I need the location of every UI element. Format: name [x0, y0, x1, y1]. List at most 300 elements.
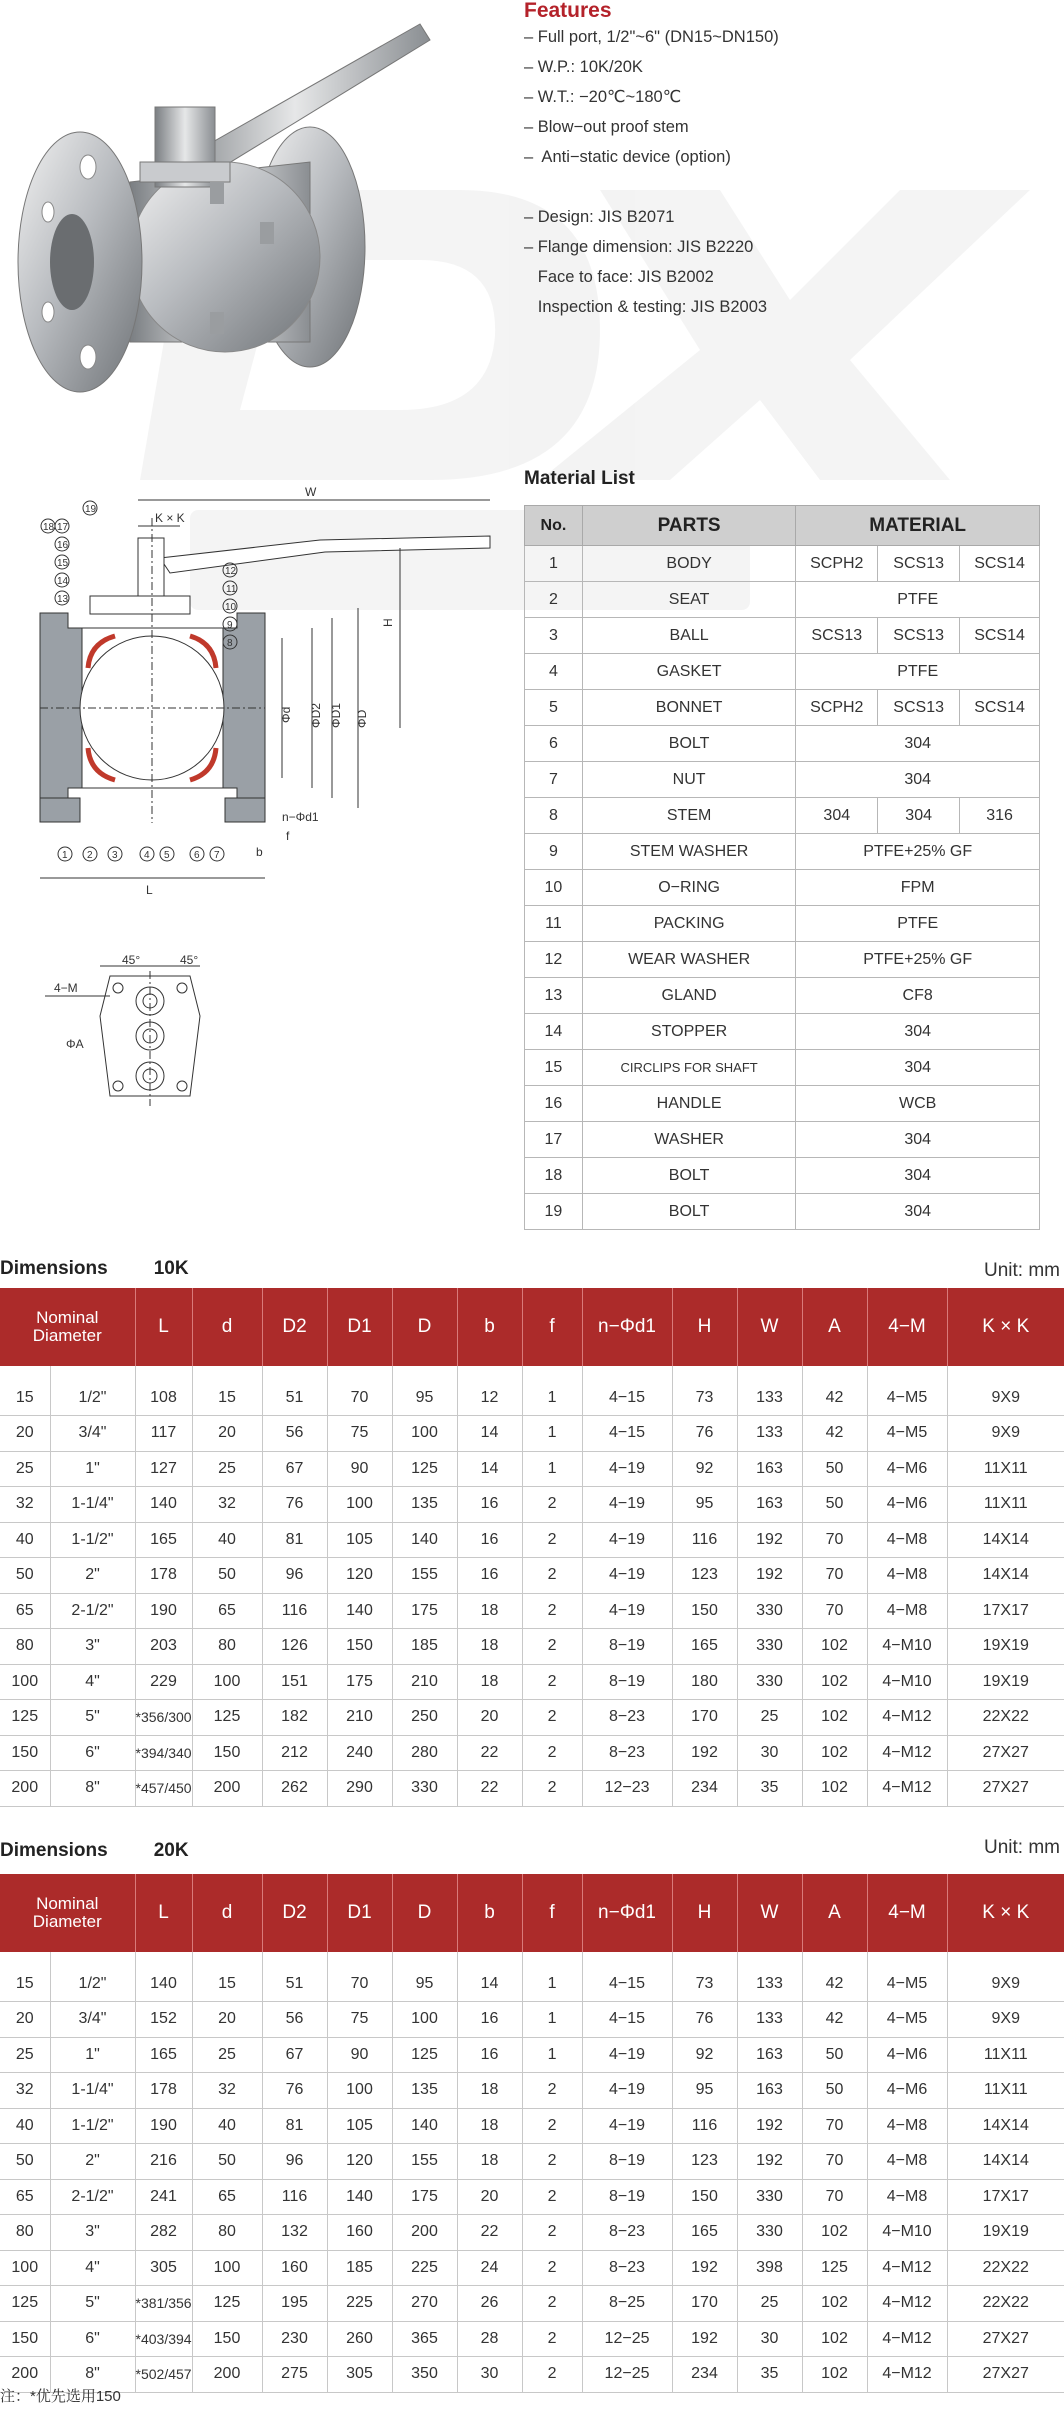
material-cell: FPM [796, 870, 1040, 906]
part-no: 19 [525, 1194, 583, 1230]
dim-cell: 11X11 [947, 1451, 1064, 1487]
dim-cell: 100 [327, 2073, 392, 2109]
dim-cell: 65 [192, 1593, 262, 1629]
dim-cell: *502/457 [135, 2357, 192, 2393]
dim-cell: 170 [672, 2286, 737, 2322]
dim-row [0, 1771, 1064, 1807]
dim-cell: 50 [0, 2144, 50, 2180]
dim-cell: 102 [802, 1629, 867, 1665]
dim-cell: 140 [392, 1522, 457, 1558]
dim-cell: 2 [522, 2144, 582, 2180]
dim-cell: 14X14 [947, 2144, 1064, 2180]
dim-cell: 165 [672, 2215, 737, 2251]
dim-cell: 125 [192, 1700, 262, 1736]
dim-cell: 95 [392, 1366, 457, 1416]
material-cell: SCPH2 [796, 690, 878, 726]
dim-cell: 125 [0, 1700, 50, 1736]
dim-cell: 140 [392, 2108, 457, 2144]
dim-cell: 1-1/4" [50, 1487, 135, 1523]
callout: 8 [227, 638, 233, 649]
dim-cell: 73 [672, 1952, 737, 2002]
dim-cell: 160 [262, 2250, 327, 2286]
dim-row [0, 2286, 1064, 2322]
dim-row [0, 2073, 1064, 2109]
material-row [525, 1122, 1040, 1158]
dim-cell: 4−15 [582, 1416, 672, 1452]
dim-cell: 11X11 [947, 2037, 1064, 2073]
footnote: 注：*优先选用150 [0, 2388, 121, 2405]
dim-cell: 2 [522, 2357, 582, 2393]
dim-cell: 8" [50, 2357, 135, 2393]
dim-cell: 8−19 [582, 1629, 672, 1665]
dim-cell: 190 [135, 1593, 192, 1629]
dim-cell: 250 [392, 1700, 457, 1736]
material-row [525, 798, 1040, 834]
dim-cell: 192 [737, 2108, 802, 2144]
dim-cell: 1 [522, 1952, 582, 2002]
material-list-title: Material List [524, 468, 635, 489]
dim-cell: 175 [392, 2179, 457, 2215]
dim-cell: 18 [457, 2073, 522, 2109]
dim-cell: 3/4" [50, 2002, 135, 2038]
material-row [525, 690, 1040, 726]
dim-cell: 70 [802, 2179, 867, 2215]
dim-cell: 50 [192, 1558, 262, 1594]
callout: 5 [164, 850, 170, 861]
part-no: 15 [525, 1050, 583, 1086]
dim-cell: 140 [327, 1593, 392, 1629]
part-no: 2 [525, 582, 583, 618]
part-name: CIRCLIPS FOR SHAFT [582, 1050, 795, 1086]
material-row [525, 1086, 1040, 1122]
dim-cell: 100 [192, 2250, 262, 2286]
dim-cell: 120 [327, 2144, 392, 2180]
dim-row [0, 1664, 1064, 1700]
dim-cell: 4−M12 [867, 1735, 947, 1771]
dim-cell: 51 [262, 1366, 327, 1416]
dim-cell: 24 [457, 2250, 522, 2286]
dim-cell: 2 [522, 1558, 582, 1594]
m-label: 4−M [54, 981, 78, 995]
dim-cell: 132 [262, 2215, 327, 2251]
dim-header: n−Φd1 [582, 1874, 672, 1952]
dim-cell: 185 [392, 1629, 457, 1665]
dim-cell: 4" [50, 2250, 135, 2286]
dim-cell: 102 [802, 1735, 867, 1771]
dim-cell: 275 [262, 2357, 327, 2393]
material-row [525, 546, 1040, 582]
angle-label: 45° [180, 953, 199, 967]
dim-cell: 4−15 [582, 1366, 672, 1416]
dim-cell: 125 [802, 2250, 867, 2286]
part-name: BOLT [582, 1194, 795, 1230]
dim-cell: 330 [737, 2179, 802, 2215]
dim-cell: 8−23 [582, 2250, 672, 2286]
dim-header: n−Φd1 [582, 1288, 672, 1366]
dim-row [0, 1487, 1064, 1523]
dim-cell: 8−19 [582, 1664, 672, 1700]
dim-cell: 65 [0, 1593, 50, 1629]
dim-cell: 81 [262, 1522, 327, 1558]
part-name: STEM [582, 798, 795, 834]
material-cell: WCB [796, 1086, 1040, 1122]
dim-cell: 92 [672, 2037, 737, 2073]
dim-cell: 160 [327, 2215, 392, 2251]
dim-cell: 14 [457, 1416, 522, 1452]
dim-cell: 70 [802, 1593, 867, 1629]
bottom-view-drawing [40, 946, 240, 1108]
dim-cell: 1-1/4" [50, 2073, 135, 2109]
dim-cell: 14X14 [947, 1558, 1064, 1594]
material-cell: SCS13 [878, 618, 960, 654]
dim-header: A [802, 1874, 867, 1952]
dim-cell: 40 [192, 1522, 262, 1558]
dim-cell: 100 [392, 1416, 457, 1452]
dim-cell: 32 [0, 2073, 50, 2109]
material-cell: PTFE [796, 654, 1040, 690]
dim-cell: 73 [672, 1366, 737, 1416]
dim-cell: 102 [802, 1700, 867, 1736]
dim-cell: 32 [192, 2073, 262, 2109]
dim-cell: 90 [327, 2037, 392, 2073]
dim-cell: 1 [522, 1366, 582, 1416]
dim-cell: 105 [327, 1522, 392, 1558]
dim-cell: 2" [50, 2144, 135, 2180]
dim-cell: 12−23 [582, 1771, 672, 1807]
feature-line: – Flange dimension: JIS B2220 [524, 238, 754, 256]
dim-cell: 19X19 [947, 2215, 1064, 2251]
dim-cell: 8−19 [582, 2179, 672, 2215]
dim-cell: 4−M5 [867, 1416, 947, 1452]
part-name: HANDLE [582, 1086, 795, 1122]
dim-cell: 50 [802, 1487, 867, 1523]
dim-header: H [672, 1288, 737, 1366]
dim-cell: 116 [672, 1522, 737, 1558]
dim-cell: *394/340 [135, 1735, 192, 1771]
dim-cell: 22X22 [947, 1700, 1064, 1736]
dim-cell: 80 [0, 1629, 50, 1665]
dim-cell: 192 [672, 2250, 737, 2286]
callout: 1 [62, 850, 68, 861]
dim-cell: 16 [457, 1558, 522, 1594]
callout: 10 [225, 602, 237, 613]
dim-header: d [192, 1288, 262, 1366]
callout: 2 [87, 850, 93, 861]
dim-cell: *356/300 [135, 1700, 192, 1736]
dim-cell: 30 [457, 2357, 522, 2393]
dim-cell: 282 [135, 2215, 192, 2251]
dim-cell: 18 [457, 2108, 522, 2144]
dim-cell: 65 [0, 2179, 50, 2215]
dim-cell: 240 [327, 1735, 392, 1771]
dim-row [0, 1366, 1064, 1416]
dim-cell: 19X19 [947, 1629, 1064, 1665]
part-name: STEM WASHER [582, 834, 795, 870]
dim-cell: 4−M5 [867, 1366, 947, 1416]
dim-cell: 210 [327, 1700, 392, 1736]
dim-cell: 90 [327, 1451, 392, 1487]
dim-cell: 20 [457, 1700, 522, 1736]
dim-cell: 140 [135, 1952, 192, 2002]
dim-cell: 4−19 [582, 1487, 672, 1523]
dim-header: D2 [262, 1874, 327, 1952]
dim-cell: 1 [522, 1451, 582, 1487]
dim-cell: 5" [50, 2286, 135, 2322]
dim-cell: 35 [737, 1771, 802, 1807]
dim-header: b [457, 1874, 522, 1952]
dim-cell: 305 [327, 2357, 392, 2393]
material-cell: PTFE [796, 582, 1040, 618]
dim-cell: 4−M6 [867, 2073, 947, 2109]
part-no: 1 [525, 546, 583, 582]
dim-cell: 105 [327, 2108, 392, 2144]
dim-row [0, 1558, 1064, 1594]
dim-cell: 4−M8 [867, 1522, 947, 1558]
dim-cell: 25 [192, 1451, 262, 1487]
dim-cell: 18 [457, 1593, 522, 1629]
dim-cell: 102 [802, 2357, 867, 2393]
callout: 13 [57, 594, 69, 605]
dim-cell: 15 [192, 1952, 262, 2002]
dim-cell: 81 [262, 2108, 327, 2144]
dim-cell: 200 [192, 2357, 262, 2393]
material-row [525, 870, 1040, 906]
dim-cell: 19X19 [947, 1664, 1064, 1700]
dim-cell: 70 [802, 2144, 867, 2180]
dim-cell: 8−23 [582, 1735, 672, 1771]
dim-cell: 20 [0, 1416, 50, 1452]
material-row [525, 1014, 1040, 1050]
callout: 14 [57, 576, 69, 587]
part-name: STOPPER [582, 1014, 795, 1050]
dim20k-heading: Dimensions [0, 1840, 108, 1861]
dim-cell: 195 [262, 2286, 327, 2322]
dim-cell: 1/2" [50, 1366, 135, 1416]
feature-line: – W.P.: 10K/20K [524, 58, 643, 76]
part-no: 11 [525, 906, 583, 942]
dim-cell: 100 [192, 1664, 262, 1700]
dim-cell: 2 [522, 1700, 582, 1736]
dim-cell: 203 [135, 1629, 192, 1665]
dim-cell: 14 [457, 1451, 522, 1487]
part-name: SEAT [582, 582, 795, 618]
part-no: 3 [525, 618, 583, 654]
label-d: Φd [279, 706, 293, 723]
dim-cell: 18 [457, 1629, 522, 1665]
dim-cell: 100 [327, 1487, 392, 1523]
dim-cell: 50 [802, 2037, 867, 2073]
dim-cell: 92 [672, 1451, 737, 1487]
dim10k-heading: Dimensions [0, 1258, 108, 1279]
dim-header: W [737, 1874, 802, 1952]
dim-cell: 140 [135, 1487, 192, 1523]
dim-cell: 290 [327, 1771, 392, 1807]
dim-cell: 8−23 [582, 2215, 672, 2251]
dim-cell: 330 [392, 1771, 457, 1807]
dim-cell: 3/4" [50, 1416, 135, 1452]
material-row [525, 726, 1040, 762]
dim-cell: 330 [737, 2215, 802, 2251]
dim-cell: 2 [522, 1629, 582, 1665]
dim-cell: 28 [457, 2321, 522, 2357]
dim-row [0, 2321, 1064, 2357]
dim-cell: 1-1/2" [50, 1522, 135, 1558]
callout: 9 [227, 620, 233, 631]
dim-cell: 1 [522, 1416, 582, 1452]
dim-cell: 133 [737, 1416, 802, 1452]
dim-cell: 2 [522, 2286, 582, 2322]
material-cell: SCS13 [878, 690, 960, 726]
dim-cell: 117 [135, 1416, 192, 1452]
dim-cell: 76 [262, 2073, 327, 2109]
dim-cell: 210 [392, 1664, 457, 1700]
dim-cell: 9X9 [947, 2002, 1064, 2038]
dim-cell: 40 [192, 2108, 262, 2144]
dim-cell: 2 [522, 1487, 582, 1523]
dim-cell: 95 [672, 1487, 737, 1523]
dim-cell: 70 [802, 2108, 867, 2144]
dim-cell: 11X11 [947, 2073, 1064, 2109]
dim-cell: 80 [0, 2215, 50, 2251]
material-cell: SCS14 [960, 618, 1040, 654]
dim-cell: 4−M6 [867, 2037, 947, 2073]
part-no: 18 [525, 1158, 583, 1194]
part-no: 9 [525, 834, 583, 870]
dim-cell: 116 [672, 2108, 737, 2144]
dim-cell: 4−M5 [867, 2002, 947, 2038]
dim-cell: 200 [0, 2357, 50, 2393]
dim-cell: 15 [192, 1366, 262, 1416]
dim-cell: 4−M8 [867, 2179, 947, 2215]
dim-cell: 225 [327, 2286, 392, 2322]
dim-cell: 8−25 [582, 2286, 672, 2322]
part-no: 12 [525, 942, 583, 978]
dim-cell: *381/356 [135, 2286, 192, 2322]
dim-cell: 2 [522, 2321, 582, 2357]
dim-header: K × K [947, 1874, 1064, 1952]
dim-cell: 50 [802, 1451, 867, 1487]
dim-cell: 163 [737, 2037, 802, 2073]
dim-cell: 163 [737, 1451, 802, 1487]
dim-cell: 1-1/2" [50, 2108, 135, 2144]
dim10k-class: 10K [153, 1258, 189, 1279]
dim-header: 4−M [867, 1874, 947, 1952]
a-label: ΦA [66, 1037, 84, 1051]
dim-cell: 25 [737, 1700, 802, 1736]
material-row [525, 1158, 1040, 1194]
dim-cell: 5" [50, 1700, 135, 1736]
label-f: f [286, 829, 290, 843]
callout: 15 [57, 558, 69, 569]
dim-row [0, 1522, 1064, 1558]
part-no: 4 [525, 654, 583, 690]
material-row [525, 942, 1040, 978]
dim-cell: 4−M12 [867, 2250, 947, 2286]
dim-cell: 27X27 [947, 2321, 1064, 2357]
part-name: BONNET [582, 690, 795, 726]
dim-cell: 4−M8 [867, 1558, 947, 1594]
dim-cell: 2 [522, 1771, 582, 1807]
dim-cell: 80 [192, 2215, 262, 2251]
dim-cell: 165 [135, 2037, 192, 2073]
feature-line: – Anti−static device (option) [524, 148, 731, 166]
dim-cell: 25 [0, 2037, 50, 2073]
part-name: BODY [582, 546, 795, 582]
dim-cell: 225 [392, 2250, 457, 2286]
dim-row [0, 1593, 1064, 1629]
part-no: 8 [525, 798, 583, 834]
dim-cell: 30 [737, 2321, 802, 2357]
callout: 4 [144, 850, 150, 861]
dim-cell: 260 [327, 2321, 392, 2357]
dim-cell: 150 [672, 1593, 737, 1629]
features-title: Features [524, 0, 612, 22]
dim-cell: 18 [457, 1664, 522, 1700]
dim-cell: 125 [392, 1451, 457, 1487]
feature-line: – Full port, 1/2"~6" (DN15~DN150) [524, 28, 779, 46]
dim-cell: 3" [50, 1629, 135, 1665]
dim-cell: 150 [192, 2321, 262, 2357]
dim-cell: 102 [802, 2321, 867, 2357]
dim-cell: 234 [672, 2357, 737, 2393]
dim-cell: 32 [0, 1487, 50, 1523]
material-cell: PTFE+25% GF [796, 834, 1040, 870]
dim-cell: 200 [392, 2215, 457, 2251]
dim-cell: 1" [50, 1451, 135, 1487]
part-no: 17 [525, 1122, 583, 1158]
dim-cell: 150 [192, 1735, 262, 1771]
feature-line: – Design: JIS B2071 [524, 208, 675, 226]
dim-cell: 16 [457, 2037, 522, 2073]
material-cell: SCS13 [878, 546, 960, 582]
part-no: 7 [525, 762, 583, 798]
dim-row [0, 2037, 1064, 2073]
material-row [525, 906, 1040, 942]
feature-line: Inspection & testing: JIS B2003 [524, 298, 768, 316]
dim-cell: 50 [0, 1558, 50, 1594]
dim-cell: 178 [135, 1558, 192, 1594]
dim-cell: 125 [0, 2286, 50, 2322]
dim-cell: 165 [135, 1522, 192, 1558]
dim-cell: 12−25 [582, 2357, 672, 2393]
dim-cell: 15 [0, 1952, 50, 2002]
material-cell: 304 [796, 726, 1040, 762]
dim-cell: 192 [672, 2321, 737, 2357]
part-name: WEAR WASHER [582, 942, 795, 978]
dim-cell: 17X17 [947, 1593, 1064, 1629]
dim-cell: 192 [737, 1558, 802, 1594]
dim-cell: 170 [672, 1700, 737, 1736]
dim-row [0, 2108, 1064, 2144]
callout: 11 [226, 584, 237, 595]
dim-cell: 175 [327, 1664, 392, 1700]
label-b: b [256, 845, 263, 859]
dim-cell: 150 [672, 2179, 737, 2215]
part-name: O−RING [582, 870, 795, 906]
header-no: No. [525, 506, 583, 546]
ball-valve-photo [10, 12, 480, 422]
material-cell: CF8 [796, 978, 1040, 1014]
dim-cell: 229 [135, 1664, 192, 1700]
header-parts: PARTS [582, 506, 795, 546]
callout: 12 [225, 566, 237, 577]
dim-cell: 25 [192, 2037, 262, 2073]
dim-cell: 96 [262, 1558, 327, 1594]
material-cell: SCS14 [960, 546, 1040, 582]
dim-cell: *403/394 [135, 2321, 192, 2357]
material-cell: PTFE+25% GF [796, 942, 1040, 978]
dim-cell: 9X9 [947, 1366, 1064, 1416]
